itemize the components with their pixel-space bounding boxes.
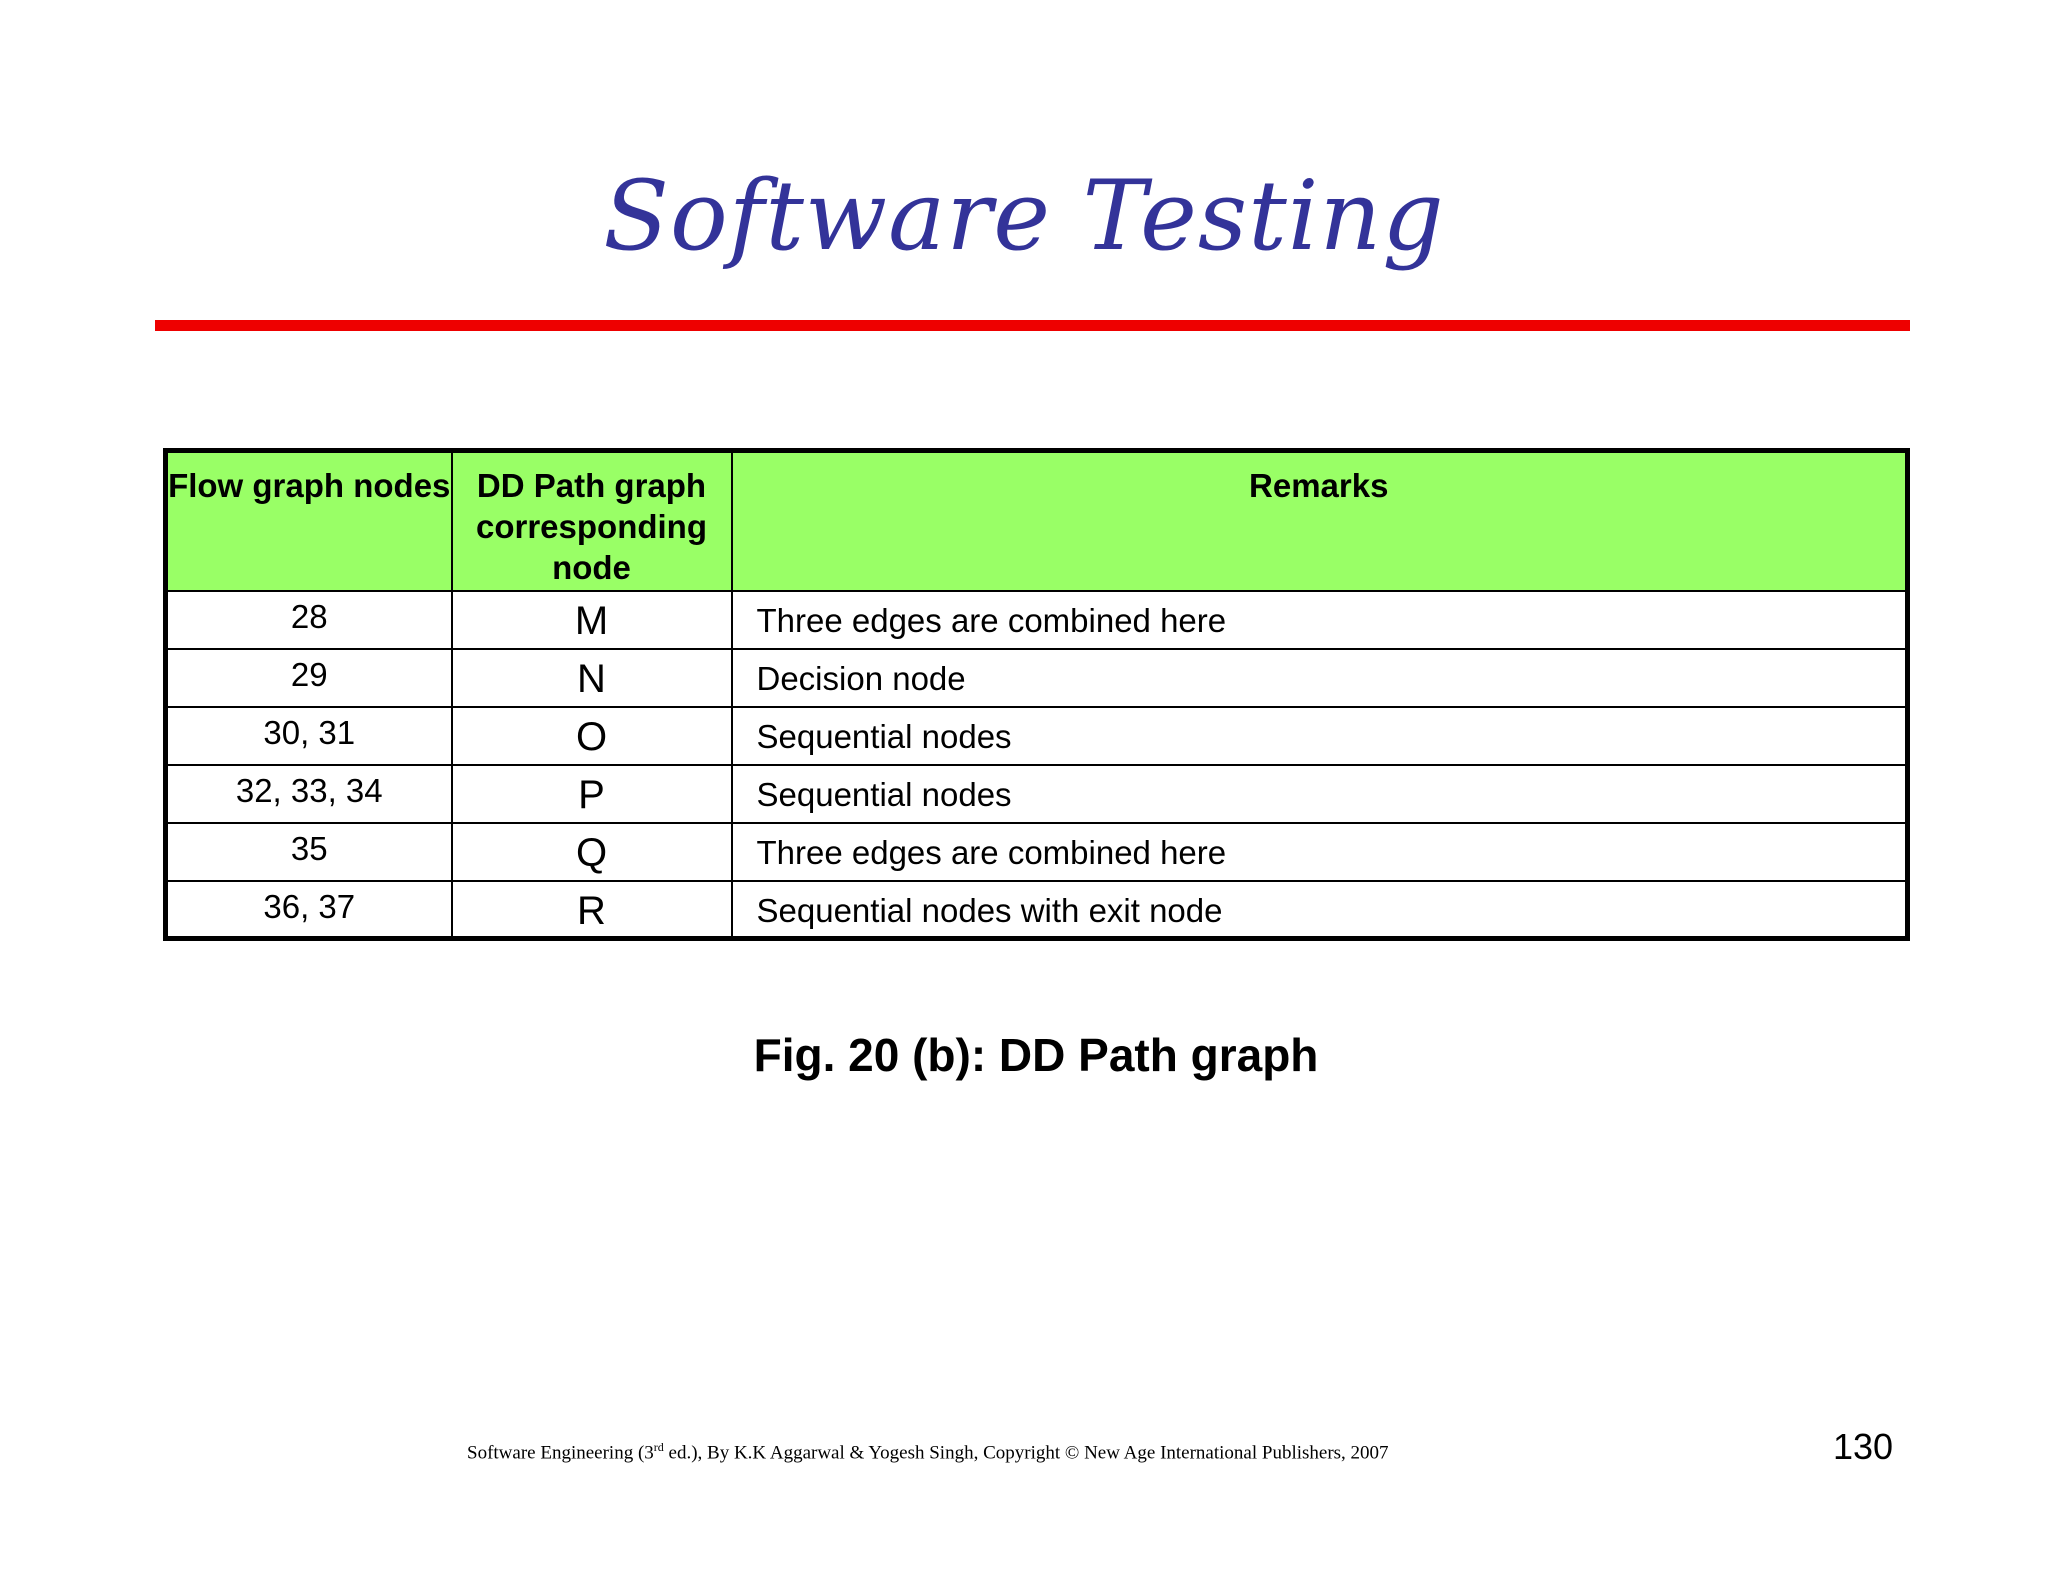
cell-flow-node: 30, 31 [166,707,452,765]
cell-remark: Sequential nodes [732,765,1908,823]
cell-dd-node: R [452,881,732,939]
cell-dd-node: N [452,649,732,707]
header-flow-graph-nodes: Flow graph nodes [166,451,452,591]
slide-title: Software Testing [603,160,1445,272]
cell-remark: Sequential nodes with exit node [732,881,1908,939]
cell-flow-node: 36, 37 [166,881,452,939]
footer-suffix: ed.), By K.K Aggarwal & Yogesh Singh, Copyright © New Age International Publishers, 2007 [663,1442,1389,1464]
header-remarks: Remarks [732,451,1908,591]
table-row [166,649,1908,707]
cell-remark: Decision node [732,649,1908,707]
title-divider [155,320,1910,331]
cell-flow-node: 28 [166,591,452,649]
table-row [166,881,1908,939]
cell-remark: Three edges are combined here [732,823,1908,881]
page-number: 130 [1833,1426,1894,1467]
cell-remark: Three edges are combined here [732,591,1908,649]
table-row [166,823,1908,881]
table-row [166,765,1908,823]
cell-dd-node: P [452,765,732,823]
dd-path-table [163,448,1910,941]
cell-dd-node: M [452,591,732,649]
header-dd-path-node: DD Path graph corresponding node [452,451,732,591]
cell-remark: Sequential nodes [732,707,1908,765]
footer-copyright [467,1440,1389,1464]
cell-flow-node: 29 [166,649,452,707]
cell-dd-node: O [452,707,732,765]
table-header-row [166,451,1908,591]
cell-flow-node: 35 [166,823,452,881]
table-row [166,591,1908,649]
figure-caption: Fig. 20 (b): DD Path graph [753,1029,1319,1081]
table-row [166,707,1908,765]
footer-superscript: rd [653,1440,664,1454]
cell-flow-node: 32, 33, 34 [166,765,452,823]
cell-dd-node: Q [452,823,732,881]
footer-prefix: Software Engineering (3 [467,1442,654,1464]
